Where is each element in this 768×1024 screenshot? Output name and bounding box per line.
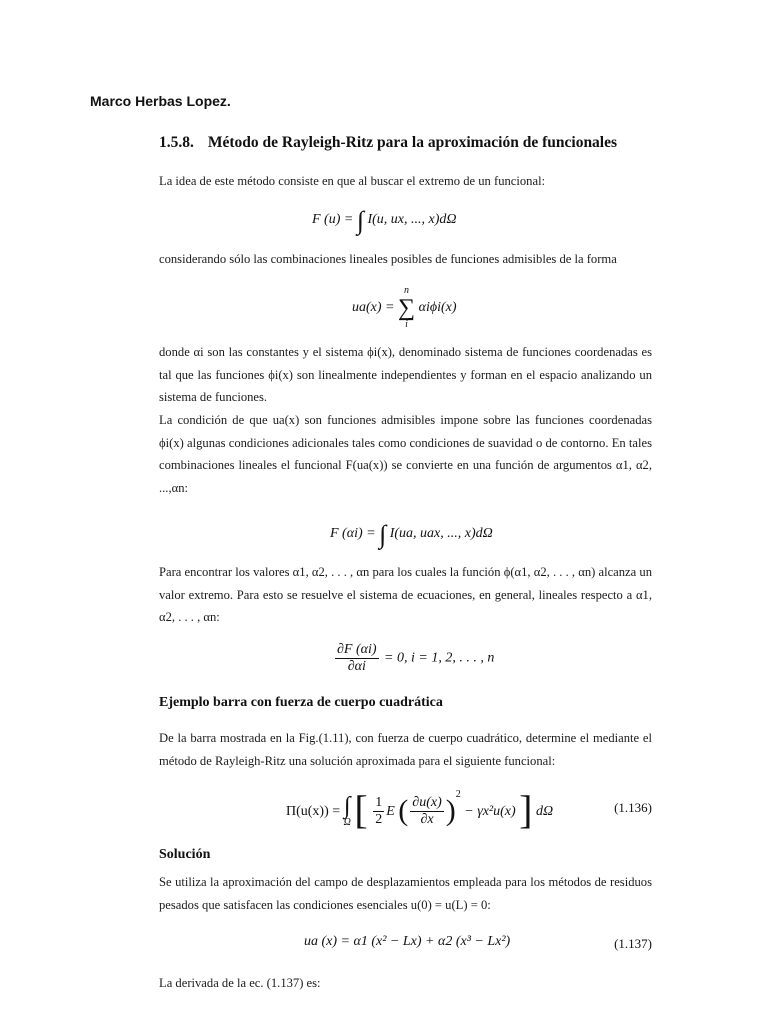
derivative-fraction	[410, 795, 443, 828]
equation-trial-function	[304, 934, 510, 950]
integral-sign-icon: ∫	[356, 206, 364, 235]
eq5-tail: − γx²u(x)	[464, 804, 516, 819]
left-paren-icon: (	[398, 794, 409, 827]
equation-approximation	[352, 285, 457, 331]
derivative-numerator: ∂u(x)	[412, 795, 442, 811]
eq2-lhs: ua(x) =	[352, 300, 395, 316]
paragraph-intro: La idea de este método consiste en que al buscar el extremo de un funcional:	[159, 174, 546, 188]
eq5-lhs: Π(u(x)) =	[286, 804, 341, 819]
integral-over-domain	[343, 792, 351, 829]
left-bracket-icon: [	[354, 787, 368, 832]
eq1-lhs: F (u) =	[312, 212, 354, 227]
eq4-rhs: = 0, i = 1, 2, . . . , n	[384, 650, 495, 666]
eq3-rhs: I(ua, uax, ..., x)dΩ	[389, 526, 493, 541]
eq6-body: ua (x) = α1 (x² − Lx) + α2 (x³ − Lx²)	[304, 934, 511, 949]
integral-lower-limit: Ω	[343, 816, 351, 828]
paragraph-derivative: La derivada de la ec. (1.137) es:	[159, 976, 321, 990]
example-heading: Ejemplo barra con fuerza de cuerpo cuadrática	[159, 695, 443, 710]
equation-number-137: (1.137)	[614, 936, 652, 951]
paragraph-extreme: Para encontrar los valores α1, α2, . . . , αn para los cuales la función ϕ(α1, α2, . . . , αn) alcanza un valor extremo. Para esto se resuelve el sistema de ecuaciones, en general, lineales respecto a α1, α2, . . . , αn:	[159, 565, 652, 624]
section-heading	[159, 134, 617, 152]
eq3-lhs: F (αi) =	[330, 526, 376, 541]
equation-stationarity	[333, 642, 494, 675]
section-title: Método de Rayleigh-Ritz para la aproximación de funcionales	[207, 134, 618, 151]
equation-functional	[312, 206, 457, 236]
solution-heading: Solución	[159, 847, 211, 862]
summation	[398, 285, 415, 331]
paragraph-constants: donde αi son las constantes y el sistema ϕi(x), denominado sistema de funciones coordenadas es tal que las funciones ϕi(x) son linealmente independientes y forman en el espacio analizando un sistema de funciones.	[159, 345, 652, 404]
derivative-denominator: ∂x	[420, 812, 434, 828]
paragraph-solution: Se utiliza la aproximación del campo de desplazamientos empleada para los métodos de residuos pesados que satisfacen las condiciones esenciales u(0) = u(L) = 0:	[159, 875, 652, 912]
eq5-domain: dΩ	[536, 804, 554, 819]
equation-number-136: (1.136)	[614, 800, 652, 815]
equation-energy-functional	[286, 786, 553, 833]
square-exponent: 2	[455, 789, 461, 800]
summation-sign-icon: ∑	[398, 295, 416, 321]
right-bracket-icon: ]	[519, 787, 533, 832]
half-denominator: 2	[375, 812, 383, 828]
integral-sign-icon: ∫	[379, 520, 387, 549]
half-numerator: 1	[375, 795, 383, 811]
eq4-denominator: ∂αi	[347, 659, 366, 674]
youngs-modulus: E	[386, 804, 395, 819]
paragraph-admissible: La condición de que ua(x) son funciones admisibles impone sobre las funciones coordenadas ϕi(x) algunas condiciones adicionales tales como condiciones de suavidad o de contorno. En tales combinaciones lineales el funcional F(ua(x)) se convierte en una función de argumentos α1, α2, ...,αn:	[159, 413, 652, 495]
section-number: 1.5.8.	[159, 134, 194, 151]
sum-upper-limit: n	[404, 285, 410, 296]
paragraph-combinations: considerando sólo las combinaciones lineales posibles de funciones admisibles de la forma	[159, 252, 617, 266]
sum-lower-limit: i	[405, 319, 408, 330]
author-name: Marco Herbas Lopez.	[90, 93, 231, 109]
half-fraction	[373, 795, 384, 828]
integral-sign-icon: ∫	[343, 792, 351, 819]
right-paren-icon: )	[445, 794, 456, 827]
equation-functional-alpha	[330, 520, 493, 550]
eq2-rhs: αiϕi(x)	[418, 300, 457, 316]
eq4-numerator: ∂F (αi)	[337, 642, 377, 657]
paragraph-example: De la barra mostrada en la Fig.(1.11), con fuerza de cuerpo cuadrático, determine el mediante el método de Rayleigh-Ritz una solución aproximada para el siguiente funcional:	[159, 731, 652, 768]
partial-fraction	[335, 642, 379, 675]
eq1-rhs: I(u, ux, ..., x)dΩ	[367, 212, 457, 227]
